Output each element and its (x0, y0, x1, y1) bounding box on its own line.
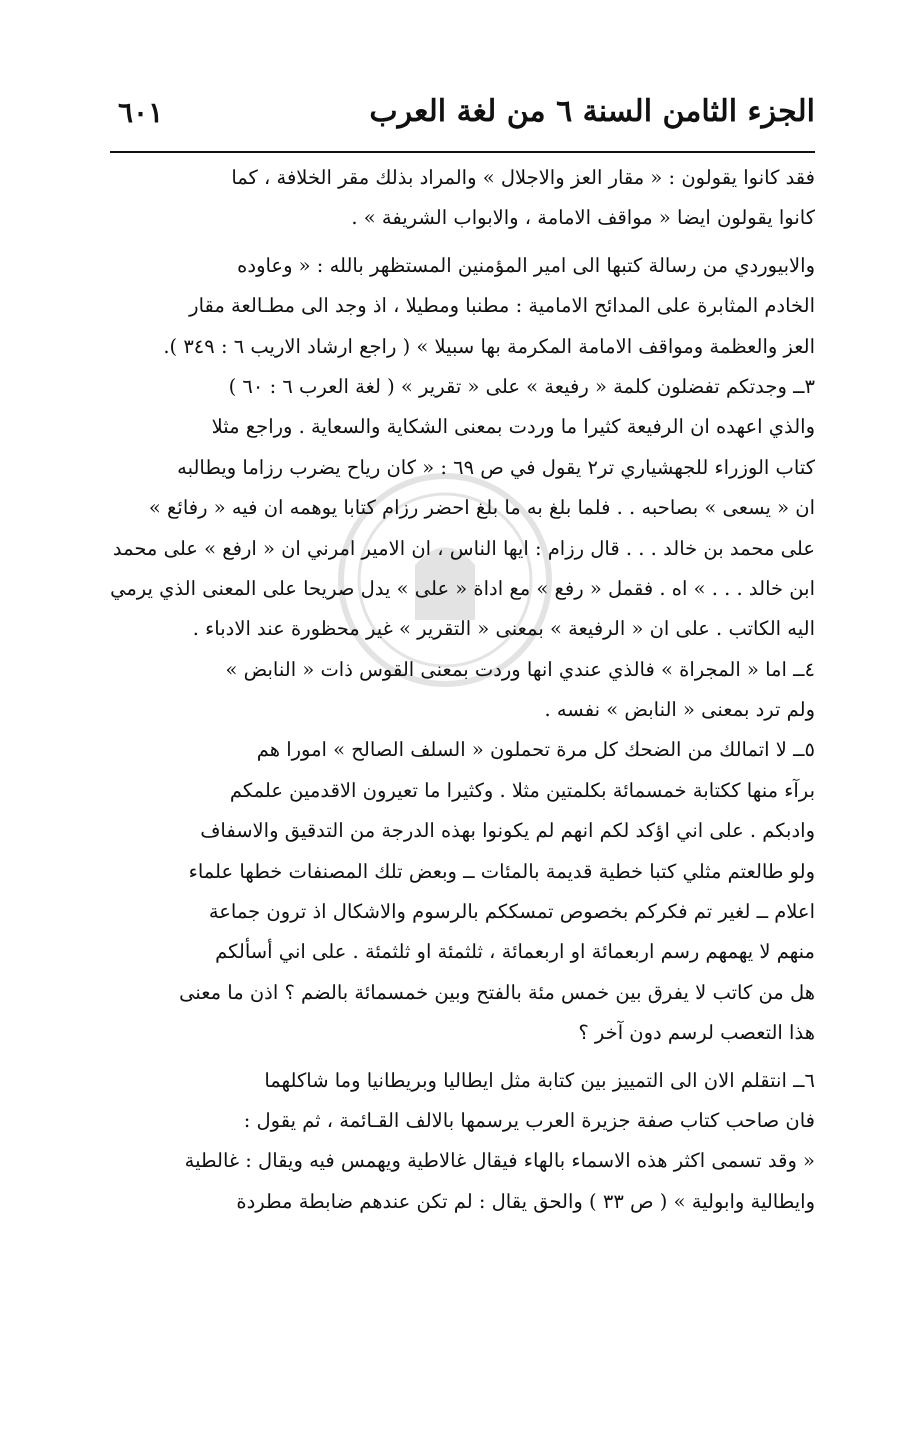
text-line: كتاب الوزراء للجهشياري تر٢ يقول في ص ٦٩ : « كان رياح يضرب رزاما ويطالبه (177, 455, 815, 479)
text-line: ٣ــ وجدتكم تفضلون كلمة « رفيعة » على « تقرير » ( لغة العرب ٦ : ٦٠ ) (228, 374, 815, 398)
text-line: هذا التعصب لرسم دون آخر ؟ (578, 1021, 815, 1045)
text-line: ٥ــ لا اتمالك من الضحك كل مرة تحملون « السلف الصالح » امورا هم (256, 738, 815, 762)
paragraph-6 (110, 1061, 815, 1223)
text-line: وادبكم . على اني اؤكد لكم انهم لم يكونوا بهذه الدرجة من التدقيق والاسفاف (200, 819, 815, 843)
text-line: على محمد بن خالد . . . قال رزام : ايها الناس ، ان الامير امرني ان « ارفع » على محمد (112, 536, 815, 560)
text-line: ولم ترد بمعنى « النابض » نفسه . (544, 698, 815, 722)
text-line: « وقد تسمى اكثر هذه الاسماء بالهاء فيقال غالاطية ويهمس فيه ويقال : غالطية (184, 1149, 815, 1173)
text-line: ولو طالعتم مثلي كتبا خطية قديمة بالمئات ــ وبعض تلك المصنفات خطها علماء (188, 859, 815, 883)
text-line: وايطالية وابولية » ( ص ٣٣ ) والحق يقال : لم تكن عندهم ضابطة مطردة (236, 1189, 815, 1213)
text-line: والابيوردي من رسالة كتبها الى امير المؤمنين المستظهر بالله : « وعاوده (237, 253, 815, 277)
text-line: ٤ــ اما « المجراة » فالذي عندي انها وردت بمعنى القوس ذات « النابض » (225, 657, 815, 681)
text-line: الخادم المثابرة على المدائح الامامية : مطنبا ومطيلا ، اذ وجد الى مطـالعة مقار (189, 294, 815, 318)
text-line: ان « يسعى » بصاحبه . . فلما بلغ به ما بلغ احضر رزام كتابا يوهمه ان فيه « رفائع » (148, 496, 815, 520)
text-line: ٦ــ انتقلم الان الى التمييز بين كتابة مثل ايطاليا وبريطانيا وما شاكلهما (264, 1068, 815, 1092)
paragraph-5 (110, 730, 815, 1053)
text-line: منهم لا يهمهم رسم اربعمائة او اربعمائة ، ثلثمئة او ثلثمئة . على اني أسألكم (215, 940, 815, 964)
paragraph-4 (110, 650, 815, 731)
text-line: اليه الكاتب . على ان « الرفيعة » بمعنى « التقرير » غير محظورة عند الادباء . (192, 617, 815, 641)
paragraph-2 (110, 246, 815, 367)
text-line: والذي اعهده ان الرفيعة كثيرا ما وردت بمعنى الشكاية والسعاية . وراجع مثلا (211, 415, 815, 439)
paragraph-1 (110, 158, 815, 239)
text-line: فان صاحب كتاب صفة جزيرة العرب يرسمها بالالف القـائمة ، ثم يقول : (243, 1108, 815, 1132)
text-line: العز والعظمة ومواقف الامامة المكرمة بها سبيلا » ( راجع ارشاد الاريب ٦ : ٣٤٩ ). (163, 334, 815, 358)
paragraph-3 (110, 367, 815, 650)
text-line: اعلام ــ لغير تم فكركم بخصوص تمسككم بالرسوم والاشكال اذ ترون جماعة (208, 900, 815, 924)
page-number: ٦٠١ (118, 96, 164, 129)
running-title: الجزء الثامن السنة ٦ من لغة العرب (369, 94, 815, 129)
text-line: هل من كاتب لا يفرق بين خمس مئة بالفتح وبين خمسمائة بالضم ؟ اذن ما معنى (179, 980, 815, 1004)
page-header (110, 92, 815, 142)
header-rule (110, 151, 815, 153)
text-line: برآء منها ككتابة خمسمائة بكلمتين مثلا . وكثيرا ما تعيرون الاقدمين علمكم (229, 778, 815, 802)
article-body (110, 158, 815, 1222)
text-line: ابن خالد . . . » اه . فقمل « رفع » مع اداة « على » يدل صريحا على المعنى الذي يرمي (110, 576, 815, 600)
text-line: فقد كانوا يقولون : « مقار العز والاجلال » والمراد بذلك مقر الخلافة ، كما (231, 166, 815, 189)
text-line: كانوا يقولون ايضا « مواقف الامامة ، والابواب الشريفة » . (351, 206, 815, 230)
